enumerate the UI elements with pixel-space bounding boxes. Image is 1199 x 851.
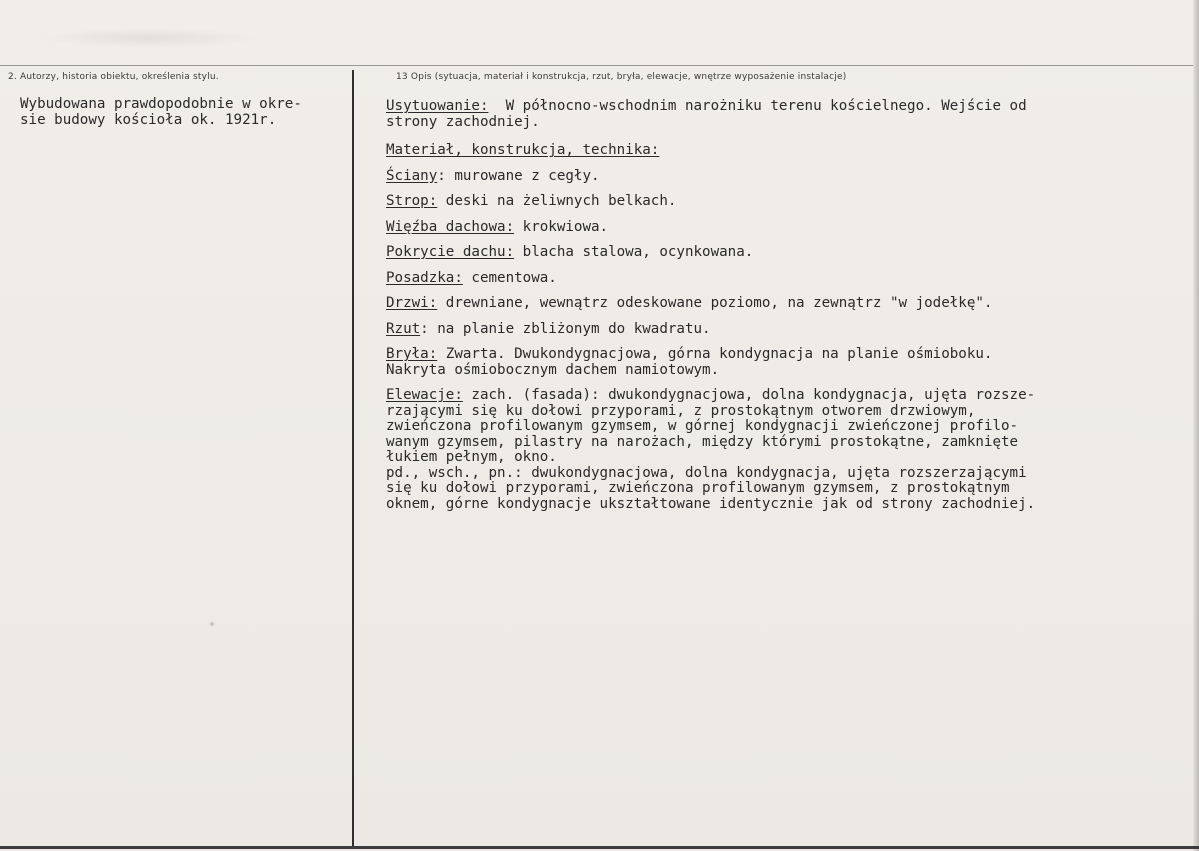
pokrycie-text: blacha stalowa, ocynkowana. (514, 244, 754, 260)
sciany-label: Ściany (386, 167, 438, 184)
strop-label: Strop: (386, 193, 438, 209)
material-heading: Materiał, konstrukcja, technika: (386, 142, 660, 158)
faint-stamp-mark (40, 28, 260, 48)
wiezba-entry (386, 220, 1176, 236)
column-divider (352, 70, 354, 848)
strop-text: deski na żeliwnych belkach. (437, 193, 677, 209)
rzut-entry (386, 322, 1176, 338)
posadzka-label: Posadzka: (386, 269, 463, 286)
usytuowanie-entry (386, 99, 1176, 130)
posadzka-text: cementowa. (462, 269, 557, 286)
pokrycie-entry (386, 245, 1176, 261)
header-rule (0, 65, 1199, 66)
posadzka-entry (386, 271, 1176, 287)
section-2-header: 2. Autorzy, historia obiektu, określenia stylu. (8, 72, 219, 82)
sciany-text: : murowane z cegły. (437, 167, 600, 184)
drzwi-label: Drzwi: (386, 295, 438, 311)
description-column (386, 99, 1176, 522)
paper-speck (210, 622, 214, 626)
wiezba-text: krokwiowa. (514, 218, 609, 235)
bottom-border (0, 846, 1199, 849)
bryla-text: Zwarta. Dwukondygnacjowa, górna kondygnacja na planie ośmioboku. Nakryta ośmiobocznym dachem namiotowym. (386, 346, 993, 378)
material-heading-entry (386, 143, 1176, 159)
elewacje-entry (386, 388, 1176, 512)
bryla-entry (386, 347, 1176, 378)
elewacje-text: zach. (fasada): dwukondygnacjowa, dolna kondygnacja, ujęta rozsze- rzającymi się ku dołowi przyporami, z prostokątnym otworem drzwiowym, zwieńczona profilowanym gzymsem, w górnej kondygnacji zwieńczonej profilo- wanym gzymsem, pilastry na narożach, między którymi prostokątne, zamknięte łukiem pełnym, okno. pd., wsch., pn.: dwukondygnacjowa, dolna kondygnacja, ujęta rozszerzającymi się ku dołowi przyporami, zwieńczona profilowanym gzymsem, z prostokątnym oknem, górne kondygnacje ukształtowane identycznie jak od strony zachodniej. (386, 387, 1036, 512)
usytuowanie-text: W północno-wschodnim narożniku terenu kościelnego. Wejście od strony zachodniej. (386, 98, 1027, 130)
wiezba-label: Więźba dachowa: (386, 218, 515, 235)
section-13-header: 13 Opis (sytuacja, materiał i konstrukcja, rzut, bryła, elewacje, wnętrze wyposażenie instalacje) (396, 72, 847, 82)
drzwi-entry (386, 296, 1176, 312)
strop-entry (386, 194, 1176, 210)
rzut-label: Rzut (386, 320, 421, 337)
drzwi-text: drewniane, wewnątrz odeskowane poziomo, na zewnątrz "w jodełkę". (437, 295, 993, 311)
pokrycie-label: Pokrycie dachu: (386, 244, 515, 260)
authors-history-text: Wybudowana prawdopodobnie w okre- sie budowy kościoła ok. 1921r. (20, 96, 302, 128)
rzut-text: : na planie zbliżonym do kwadratu. (420, 320, 711, 337)
bryla-label: Bryła: (386, 346, 438, 362)
elewacje-label: Elewacje: (386, 387, 463, 403)
sciany-entry (386, 169, 1176, 185)
page-edge (1193, 0, 1199, 851)
usytuowanie-label: Usytuowanie: (386, 98, 489, 114)
